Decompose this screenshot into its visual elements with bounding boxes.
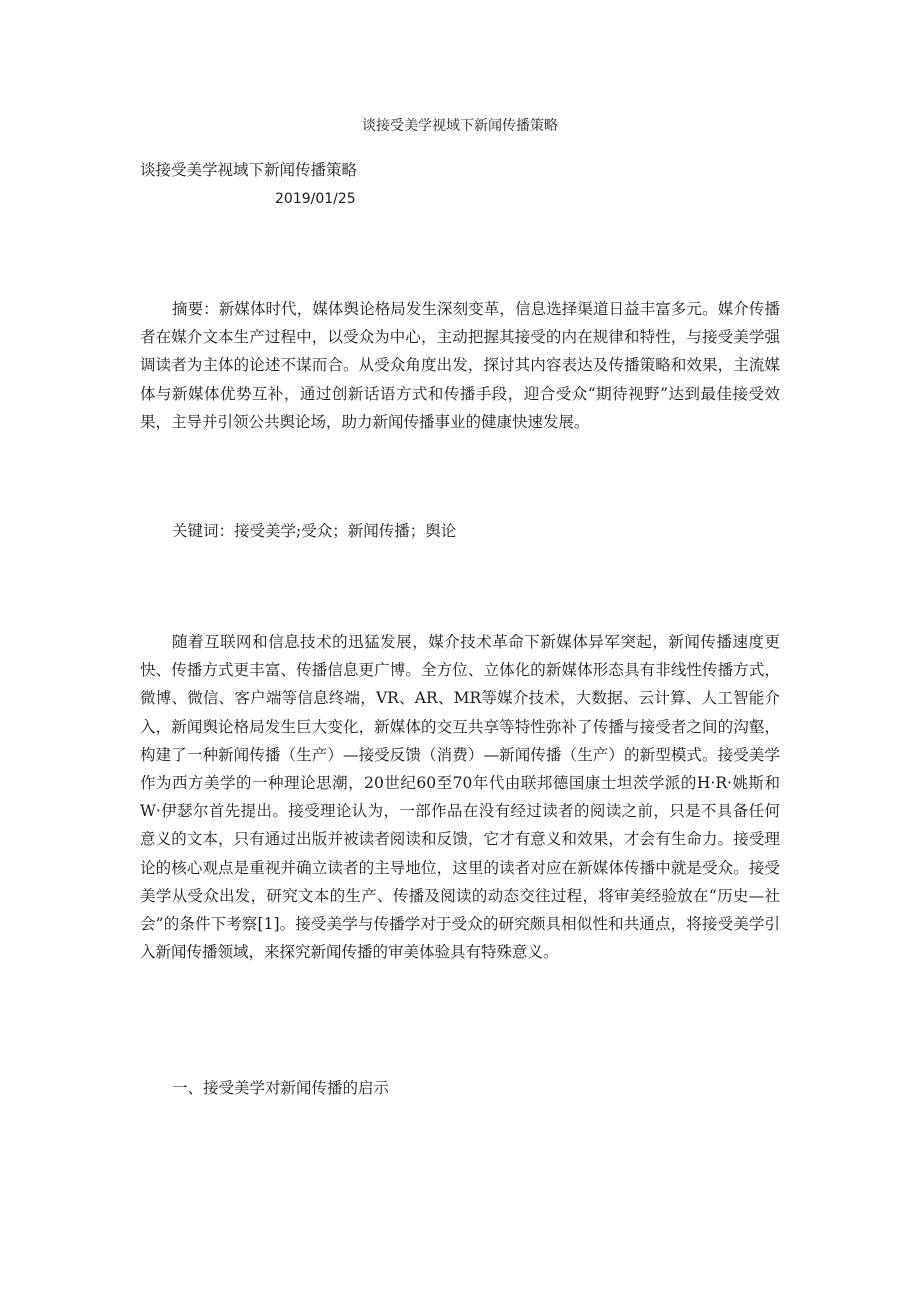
keywords-paragraph: 关键词：接受美学;受众；新闻传播；舆论 xyxy=(172,522,457,540)
page-title: 谈接受美学视域下新闻传播策略 xyxy=(362,118,558,134)
section-heading: 一、接受美学对新闻传播的启示 xyxy=(172,1079,390,1097)
publish-date: 2019/01/25 xyxy=(275,191,356,207)
abstract-paragraph: 摘要：新媒体时代，媒体舆论格局发生深刻变革，信息选择渠道日益丰富多元。媒介传播者在媒介文本生产过程中，以受众为中心，主动把握其接受的内在规律和特性，与接受美学强调读者为主体的论述不谋而合。从受众角度出发，探讨其内容表达及传播策略和效果，主流媒体与新媒体优势互补，通过创新话语方式和传播手段，迎合受众“期待视野”达到最佳接受效果，主导并引领公共舆论场，助力新闻传播事业的健康快速发展。 xyxy=(140,300,780,431)
body-paragraph: 随着互联网和信息技术的迅猛发展，媒介技术革命下新媒体异军突起，新闻传播速度更快、传播方式更丰富、传播信息更广博。全方位、立体化的新媒体形态具有非线性传播方式，微博、微信、客户端等信息终端，VR、AR、MR等媒介技术，大数据、云计算、人工智能介入，新闻舆论格局发生巨大变化，新媒体的交互共享等特性弥补了传播与接受者之间的沟壑，构建了一种新闻传播（生产）—接受反馈（消费）—新闻传播（生产）的新型模式。接受美学作为西方美学的一种理论思潮，20世纪60至70年代由联邦德国康士坦茨学派的H·R·姚斯和W·伊瑟尔首先提出。接受理论认为，一部作品在没有经过读者的阅读之前，只是不具备任何意义的文本，只有通过出版并被读者阅读和反馈，它才有意义和效果，才会有生命力。接受理论的核心观点是重视并确立读者的主导地位，这里的读者对应在新媒体传播中就是受众。接受美学从受众出发，研究文本的生产、传播及阅读的动态交往过程，将审美经验放在“历史—社会”的条件下考察[1]。接受美学与传播学对于受众的研究颇具相似性和共通点，将接受美学引入新闻传播领域，来探究新闻传播的审美体验具有特殊意义。 xyxy=(140,633,780,962)
article-title: 谈接受美学视域下新闻传播策略 xyxy=(140,161,358,179)
